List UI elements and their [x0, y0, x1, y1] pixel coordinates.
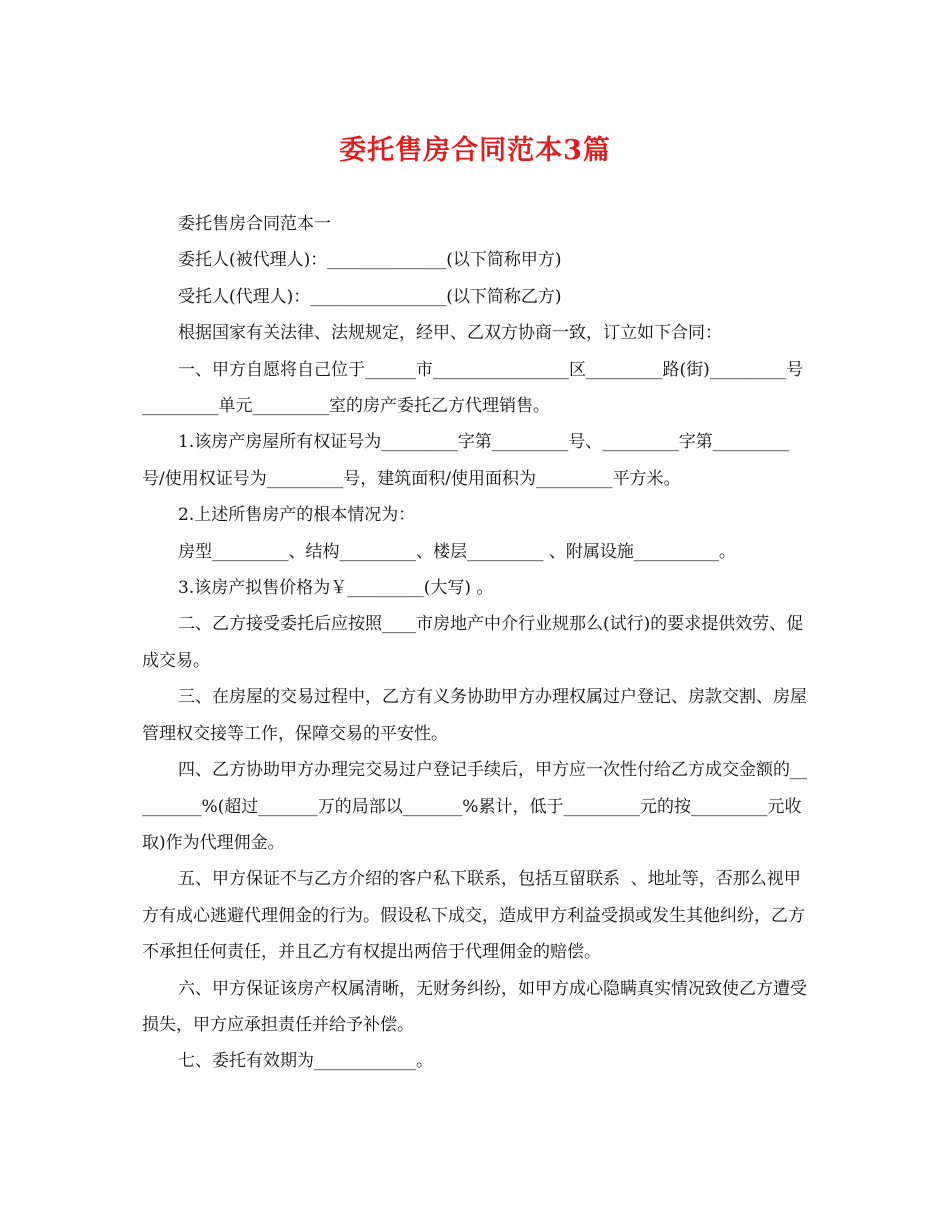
- document-body: [142, 206, 810, 1080]
- paragraph-clause-5: 五、甲方保证不与乙方介绍的客户私下联系，包括互留联系 、地址等，否那么视甲方有成心逃避代理佣金的行为。假设私下成交，造成甲方利益受损或发生其他纠纷，乙方不承担任何责任，并且乙方有权提出两倍于代理佣金的赔偿。: [142, 869, 805, 963]
- paragraph-agent: 受托人(代理人)：________________(以下简称乙方): [178, 286, 562, 307]
- paragraph-clause-1-3: 3.该房产拟售价格为￥_________(大写) 。: [178, 578, 494, 599]
- paragraph-principal: 委托人(被代理人)：______________(以下简称甲方): [178, 250, 562, 271]
- paragraph-clause-7: 七、委托有效期为____________。: [178, 1051, 433, 1072]
- paragraph-clause-1-2-details: 房型_________、结构_________、楼层_________ 、附属设施__________。: [178, 541, 736, 562]
- paragraph-clause-1: 一、甲方自愿将自己位于______市________________区_________路(街)_________号_________单元_________室的房产委托乙方代理销售。: [142, 359, 804, 417]
- paragraph-section-heading: 委托售房合同范本一: [178, 214, 331, 234]
- paragraph-clause-2: 二、乙方接受委托后应按照____市房地产中介行业规那么(试行)的要求提供效劳、促成交易。: [142, 614, 804, 671]
- paragraph-clause-6: 六、甲方保证该房产权属清晰，无财务纠纷，如甲方成心隐瞒真实情况致使乙方遭受损失，甲方应承担责任并给予补偿。: [142, 978, 807, 1035]
- paragraph-clause-4: 四、乙方协助甲方办理完交易过户登记手续后，甲方应一次性付给乙方成交金额的_________%(超过_______万的局部以_______%累计，低于_________元的按_________元收取)作为代理佣金。: [142, 760, 807, 853]
- paragraph-clause-3: 三、在房屋的交易过程中，乙方有义务协助甲方办理权属过户登记、房款交割、房屋管理权交接等工作，保障交易的平安性。: [142, 687, 807, 744]
- paragraph-clause-1-1: 1.该房产房屋所有权证号为_________字第_________号、_________字第_________号/使用权证号为_________号，建筑面积/使用面积为_________平方米。: [142, 432, 790, 489]
- paragraph-clause-1-2: 2.上述所售房产的根本情况为：: [178, 505, 416, 526]
- document-title: 委托售房合同范本3篇: [339, 135, 611, 166]
- paragraph-preamble: 根据国家有关法律、法规规定，经甲、乙双方协商一致，订立如下合同：: [178, 323, 722, 344]
